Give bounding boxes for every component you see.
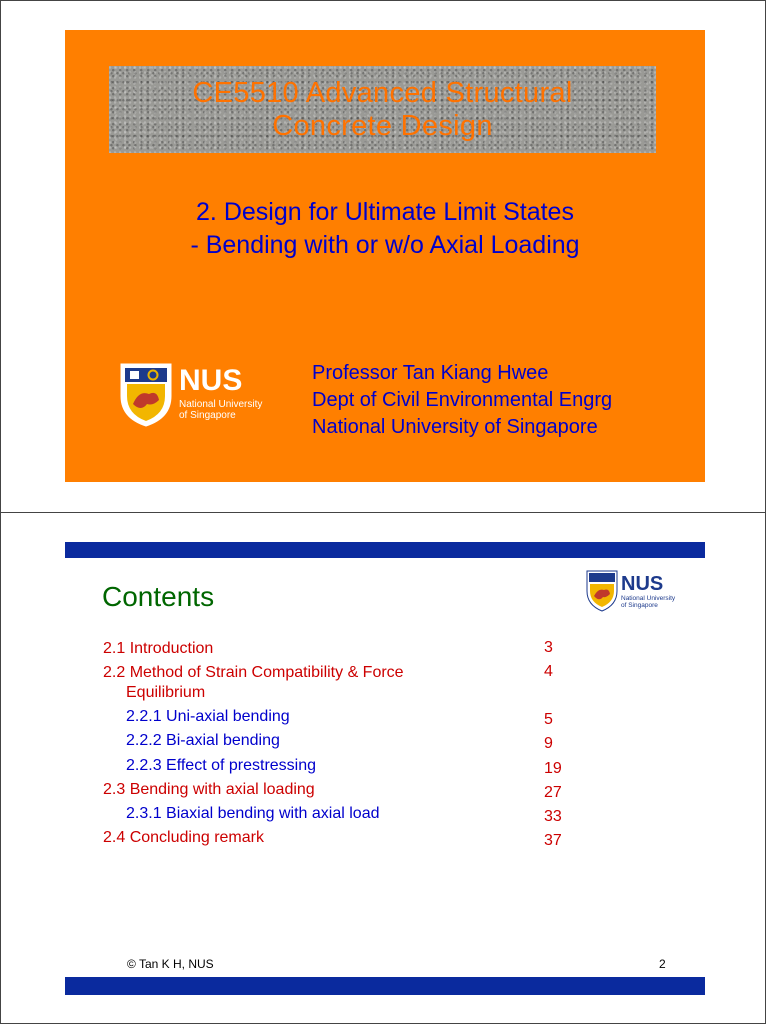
lecture-subtitle: [65, 196, 705, 262]
author-university: National University of Singapore: [312, 416, 598, 438]
toc-item-label: 2.3.1 Biaxial bending with axial load: [126, 805, 380, 822]
toc-item-page: 27: [544, 784, 562, 801]
slide-1: [0, 0, 766, 513]
logo-line2: of Singapore: [179, 410, 236, 421]
logo-line1: National University: [179, 399, 263, 410]
toc-item-page: 9: [544, 735, 553, 752]
toc-item-label: 2.4 Concluding remark: [103, 829, 264, 846]
subtitle-line1: 2. Design for Ultimate Limit States: [196, 198, 574, 226]
toc-item-label: 2.2.1 Uni-axial bending: [126, 708, 290, 725]
nus-crest-icon: [121, 364, 171, 426]
footer-copyright: © Tan K H, NUS: [127, 957, 214, 971]
logo-wordmark: NUS: [179, 364, 243, 397]
toc-item-page: 33: [544, 808, 562, 825]
course-title-line1: CE5510 Advanced Structural: [192, 77, 573, 109]
course-title-line2: Concrete Design: [272, 110, 493, 142]
toc-item-label: 2.2.2 Bi-axial bending: [126, 732, 280, 749]
toc-item-page: 4: [544, 663, 553, 680]
toc-item-page: 3: [544, 639, 553, 656]
toc-item-page: 37: [544, 832, 562, 849]
course-title-box: [109, 66, 656, 153]
toc-item-label: 2.2 Method of Strain Compatibility & Force: [103, 664, 404, 681]
toc-item-page: 5: [544, 711, 553, 728]
toc-item-label: 2.1 Introduction: [103, 640, 214, 657]
toc-item-label-continued: Equilibrium: [126, 684, 206, 701]
toc-item-page: 19: [544, 760, 562, 777]
author-name: Professor Tan Kiang Hwee: [312, 362, 549, 384]
subtitle-line2: - Bending with or w/o Axial Loading: [190, 231, 580, 259]
toc-item-label: 2.3 Bending with axial loading: [103, 781, 315, 798]
nus-logo: [119, 360, 279, 428]
footer-bar: [65, 977, 705, 995]
contents-heading: Contents: [102, 581, 215, 612]
slide-2: [0, 512, 766, 1024]
author-dept: Dept of Civil Environmental Engrg: [312, 389, 613, 411]
title-panel: [65, 30, 705, 482]
footer-page-number: 2: [659, 957, 666, 971]
author-block: [312, 360, 612, 441]
table-of-contents: [1, 513, 767, 1025]
toc-item-label: 2.2.3 Effect of prestressing: [126, 757, 317, 774]
logo-line2: of Singapore: [621, 602, 658, 609]
logo-wordmark: NUS: [621, 573, 664, 595]
logo-line1: National University: [621, 595, 676, 602]
